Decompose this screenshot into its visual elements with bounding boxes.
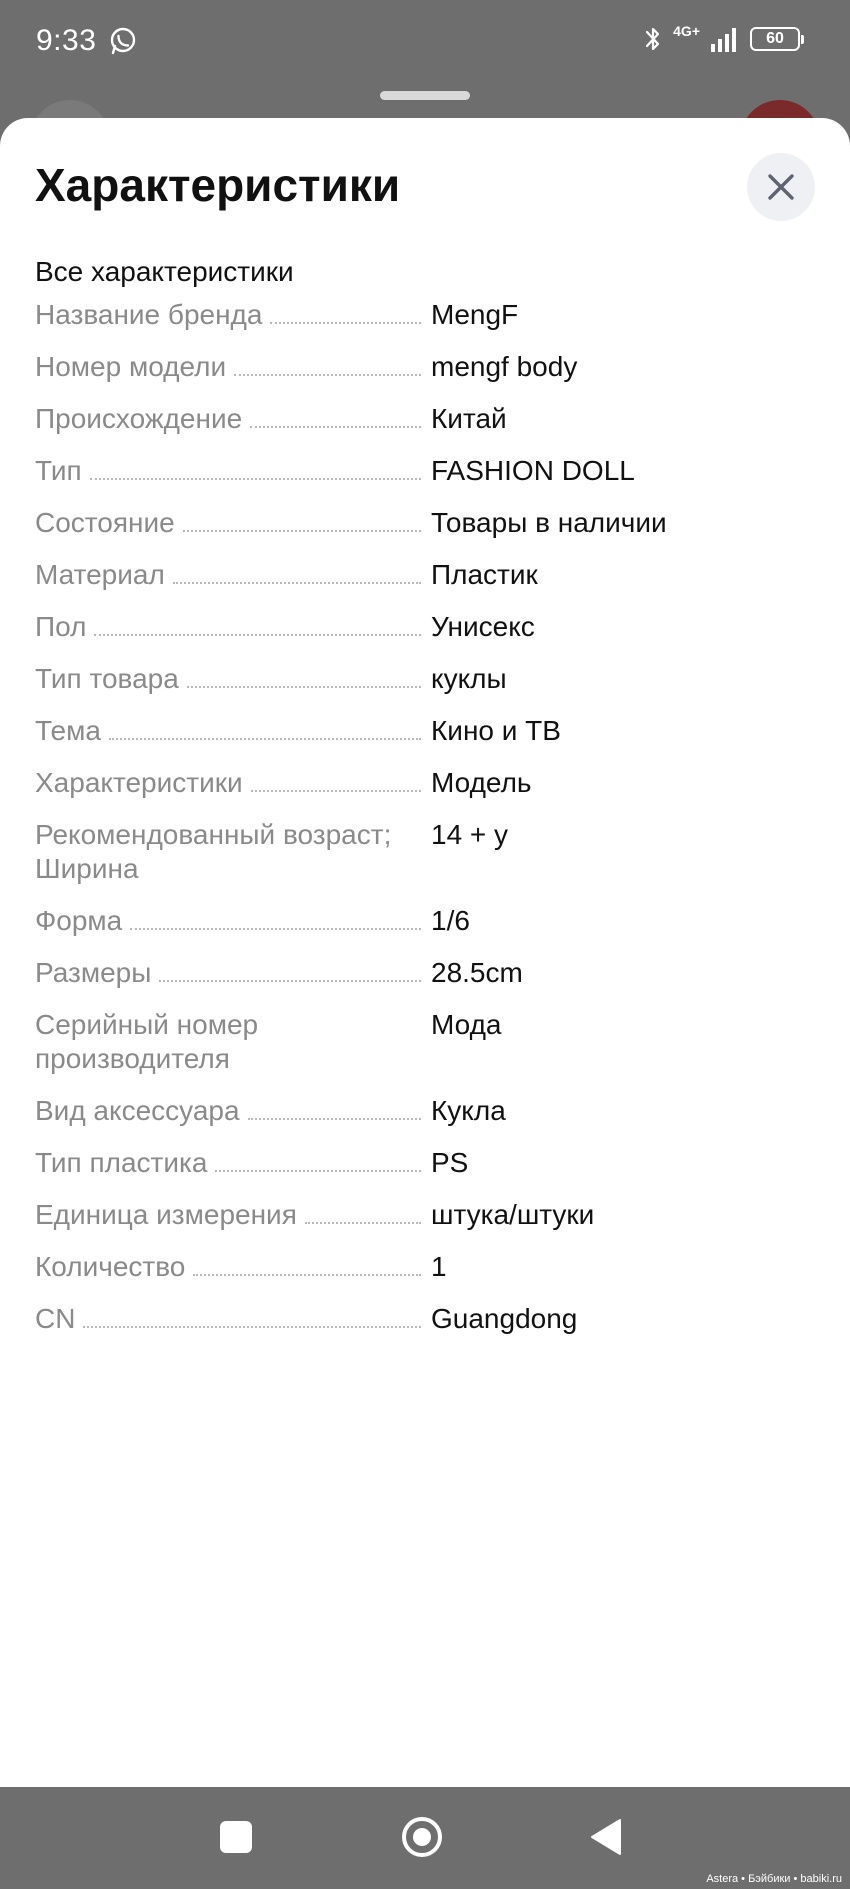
close-button[interactable] — [747, 153, 815, 221]
specs-list — [35, 298, 815, 1354]
characteristics-sheet — [0, 118, 850, 1788]
home-button[interactable] — [400, 1815, 444, 1859]
spec-value: PS — [431, 1147, 469, 1178]
spec-row — [35, 454, 815, 488]
spec-key-text: Материал — [35, 559, 165, 590]
dotted-leader — [193, 1274, 421, 1276]
spec-key — [35, 1008, 427, 1076]
spec-key — [35, 402, 427, 436]
spec-row — [35, 1198, 815, 1232]
battery-level: 60 — [766, 30, 784, 47]
spec-key-text: Происхождение — [35, 403, 243, 434]
sheet-drag-handle[interactable] — [380, 91, 470, 100]
spec-value: Мода — [431, 1009, 502, 1040]
spec-key — [35, 506, 427, 540]
spec-key — [35, 956, 427, 990]
spec-key-text: Пол — [35, 611, 87, 642]
dotted-leader — [173, 582, 421, 584]
dotted-leader — [109, 738, 421, 740]
spec-key — [35, 662, 427, 696]
dotted-leader — [215, 1170, 421, 1172]
spec-key — [35, 298, 427, 332]
spec-value: 1/6 — [431, 905, 470, 936]
spec-row — [35, 402, 815, 436]
spec-key-text: Номер модели — [35, 351, 227, 382]
spec-value: MengF — [431, 299, 519, 330]
watermark: Astera • Бэйбики • babiki.ru — [706, 1873, 842, 1885]
spec-key — [35, 350, 427, 384]
spec-row — [35, 1008, 815, 1076]
dotted-leader — [250, 426, 421, 428]
spec-value: Китай — [431, 403, 507, 434]
dotted-leader — [159, 980, 421, 982]
dotted-leader — [234, 374, 421, 376]
spec-row — [35, 298, 815, 332]
spec-key-text: Тип пластика — [35, 1147, 208, 1178]
status-time: 9:33 — [36, 24, 97, 57]
dotted-leader — [83, 1326, 421, 1328]
section-title: Все характеристики — [35, 256, 294, 287]
spec-value: mengf body — [431, 351, 578, 382]
spec-row — [35, 766, 815, 800]
navigation-bar — [0, 1787, 850, 1889]
dotted-leader — [248, 1118, 421, 1120]
spec-key-text: Состояние — [35, 507, 175, 538]
spec-value: Унисекс — [431, 611, 535, 642]
spec-key-text: Количество — [35, 1251, 186, 1282]
spec-key — [35, 766, 427, 800]
spec-key — [35, 1146, 427, 1180]
spec-key-text: CN — [35, 1303, 76, 1334]
dotted-leader — [94, 634, 421, 636]
spec-row — [35, 1302, 815, 1336]
dotted-leader — [187, 686, 421, 688]
spec-row — [35, 1146, 815, 1180]
spec-key-text: Тема — [35, 715, 101, 746]
spec-key-text: Рекомендованный возраст; Ширина — [35, 819, 392, 884]
spec-key — [35, 610, 427, 644]
recents-button[interactable] — [220, 1821, 252, 1853]
spec-value: 14 + y — [431, 819, 509, 850]
bluetooth-icon — [643, 24, 663, 54]
battery-indicator — [750, 27, 800, 51]
spec-row — [35, 904, 815, 938]
spec-value: куклы — [431, 663, 507, 694]
status-bar — [0, 0, 850, 86]
spec-row — [35, 1094, 815, 1128]
spec-key — [35, 1094, 427, 1128]
network-label: 4G+ — [673, 23, 700, 39]
spec-key — [35, 904, 427, 938]
spec-key-text: Характеристики — [35, 767, 243, 798]
spec-key — [35, 1302, 427, 1336]
spec-value: Товары в наличии — [431, 507, 667, 538]
spec-key — [35, 714, 427, 748]
spec-value: Кукла — [431, 1095, 506, 1126]
spec-value: 1 — [431, 1251, 447, 1282]
spec-key — [35, 1250, 427, 1284]
sheet-title: Характеристики — [35, 159, 401, 211]
spec-value: Пластик — [431, 559, 538, 590]
signal-icon — [710, 26, 740, 52]
dotted-leader — [270, 322, 421, 324]
spec-value: штука/штуки — [431, 1199, 595, 1230]
spec-key-text: Серийный номер производителя — [35, 1009, 259, 1074]
dotted-leader — [130, 928, 421, 930]
spec-value: Кино и ТВ — [431, 715, 561, 746]
spec-value: Модель — [431, 767, 532, 798]
dotted-leader — [183, 530, 421, 532]
spec-key-text: Тип — [35, 455, 82, 486]
spec-row — [35, 558, 815, 592]
spec-key-text: Форма — [35, 905, 123, 936]
back-button[interactable] — [588, 1817, 624, 1857]
dotted-leader — [251, 790, 421, 792]
spec-row — [35, 818, 815, 886]
spec-key-text: Вид аксессуара — [35, 1095, 240, 1126]
spec-key-text: Единица измерения — [35, 1199, 297, 1230]
spec-value: Guangdong — [431, 1303, 578, 1334]
whatsapp-icon — [108, 26, 138, 56]
spec-key-text: Тип товара — [35, 663, 179, 694]
spec-key — [35, 558, 427, 592]
spec-row — [35, 662, 815, 696]
spec-key — [35, 818, 427, 886]
spec-key-text: Размеры — [35, 957, 152, 988]
spec-row — [35, 714, 815, 748]
close-icon — [766, 172, 796, 202]
status-icons — [643, 24, 800, 54]
spec-value: FASHION DOLL — [431, 455, 635, 486]
spec-key-text: Название бренда — [35, 299, 263, 330]
dotted-leader — [90, 478, 421, 480]
dotted-leader — [305, 1222, 421, 1224]
spec-row — [35, 506, 815, 540]
spec-row — [35, 1250, 815, 1284]
spec-row — [35, 610, 815, 644]
spec-key — [35, 1198, 427, 1232]
spec-row — [35, 350, 815, 384]
spec-value: 28.5cm — [431, 957, 523, 988]
spec-row — [35, 956, 815, 990]
spec-key — [35, 454, 427, 488]
